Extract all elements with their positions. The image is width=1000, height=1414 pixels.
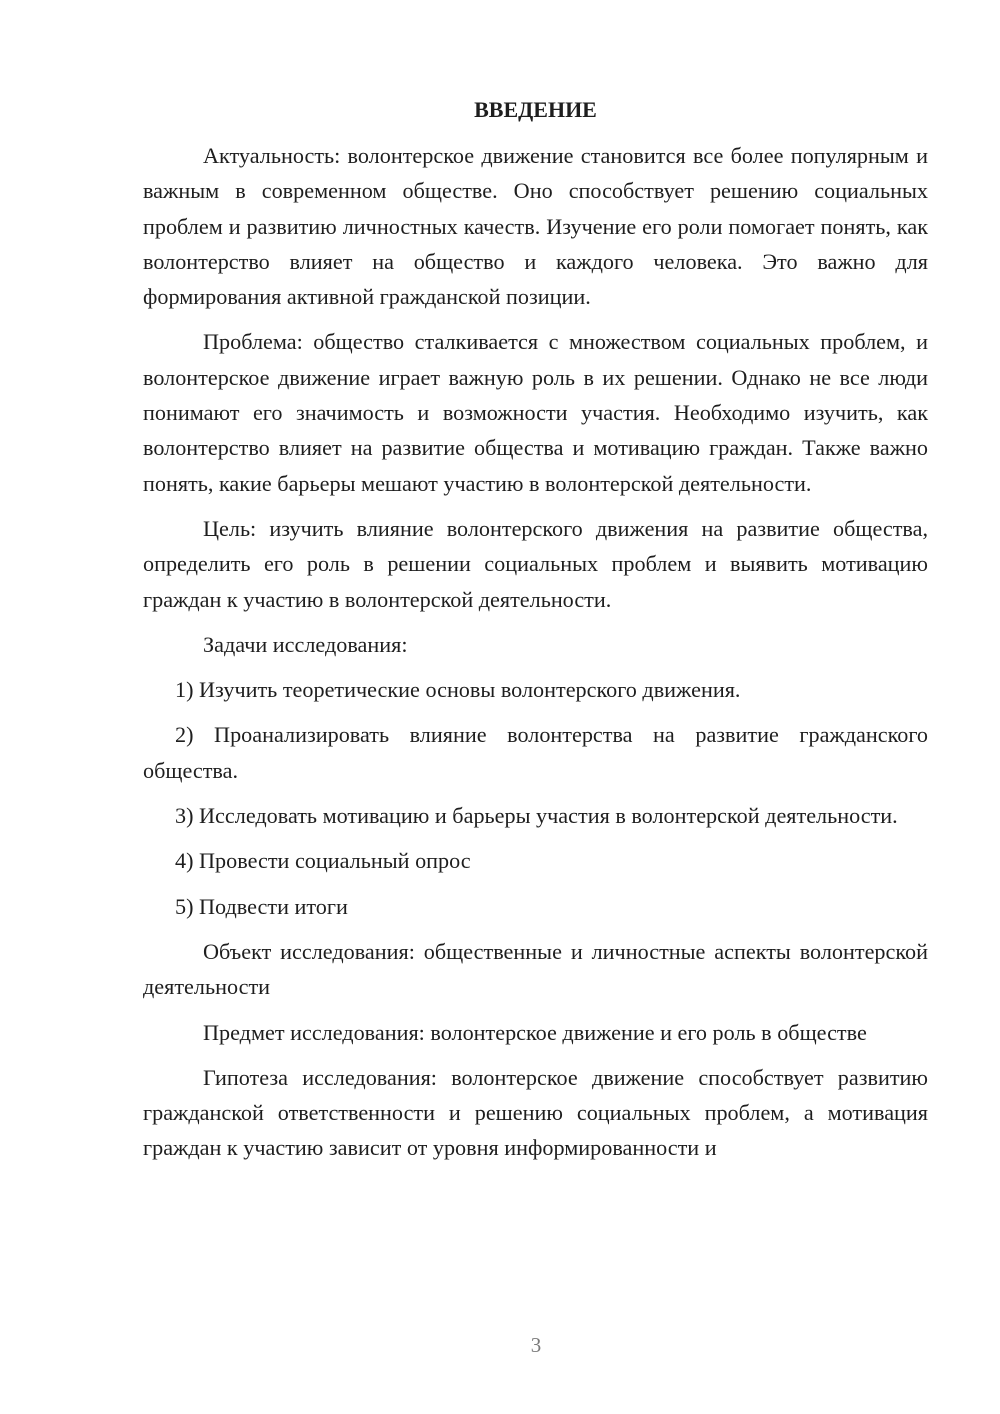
task-item-4: 4) Провести социальный опрос xyxy=(175,848,471,874)
task-item-3: 3) Исследовать мотивацию и барьеры участия в волонтерской деятельности. xyxy=(175,803,898,829)
paragraph-object: Объект исследования: общественные и личностные аспекты волонтерской деятельности xyxy=(143,938,928,1000)
task-item-5: 5) Подвести итоги xyxy=(175,893,348,919)
page-content xyxy=(143,92,928,1176)
paragraph-relevance: Актуальность: волонтерское движение становится все более популярным и важным в современном обществе. Оно способствует решению социальных проблем и развитию личностных качеств. Изучение его роли помогает понять, как волонтерство влияет на общество и каждого человека. Это важно для формирования активной гражданской позиции. xyxy=(143,143,928,310)
paragraph-goal: Цель: изучить влияние волонтерского движения на развитие общества, определить его роль в решении социальных проблем и выявить мотивацию граждан к участию в волонтерской деятельности. xyxy=(143,515,928,612)
section-heading: ВВЕДЕНИЕ xyxy=(474,97,597,122)
tasks-heading: Задачи исследования: xyxy=(203,631,408,657)
paragraph-subject: Предмет исследования: волонтерское движение и его роль в обществе xyxy=(203,1019,867,1045)
paragraph-problem: Проблема: общество сталкивается с множеством социальных проблем, и волонтерское движение играет важную роль в их решении. Однако не все люди понимают его значимость и возможности участия. Необходимо изучить, как волонтерство влияет на развитие общества и мотивацию граждан. Также важно понять, какие барьеры мешают участию в волонтерской деятельности. xyxy=(143,329,928,496)
paragraph-hypothesis: Гипотеза исследования: волонтерское движение способствует развитию гражданской ответственности и решению социальных проблем, а мотивация граждан к участию зависит от уровня информированности и xyxy=(143,1064,928,1161)
page-number: 3 xyxy=(530,1333,542,1357)
task-item-1: 1) Изучить теоретические основы волонтерского движения. xyxy=(175,677,741,703)
task-item-2: 2) Проанализировать влияние волонтерства на развитие гражданского общества. xyxy=(143,722,928,783)
